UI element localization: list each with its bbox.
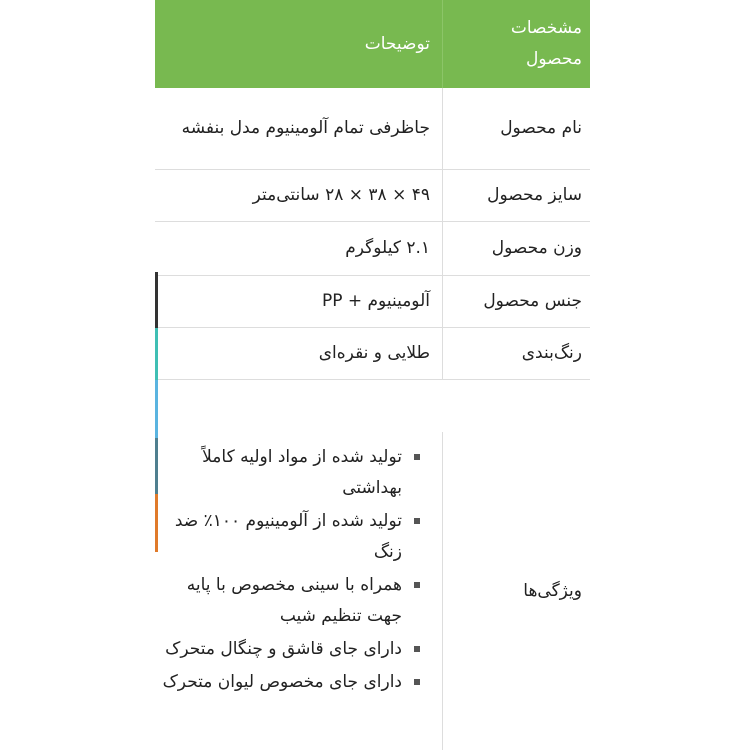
row-key: سایز محصول bbox=[442, 170, 590, 221]
table-header bbox=[155, 0, 590, 88]
bullet-icon bbox=[414, 646, 420, 652]
list-item: دارای جای مخصوص لیوان متحرک bbox=[159, 667, 430, 698]
edge-strip-orange bbox=[155, 494, 158, 552]
table-row-weight bbox=[155, 222, 590, 276]
row-key: جنس محصول bbox=[442, 276, 590, 327]
list-item: تولید شده از مواد اولیه کاملاً بهداشتی bbox=[159, 442, 430, 504]
row-value: ۴۹ × ۳۸ × ۲۸ سانتی‌متر bbox=[252, 185, 430, 205]
row-key: رنگ‌بندی bbox=[442, 328, 590, 379]
list-item: همراه با سینی مخصوص با پایه جهت تنظیم شیب bbox=[159, 570, 430, 632]
header-desc-label: توضیحات bbox=[364, 33, 430, 54]
features-list bbox=[159, 442, 430, 700]
row-key: ویژگی‌ها bbox=[442, 432, 590, 750]
bullet-icon bbox=[414, 518, 420, 524]
bullet-icon bbox=[414, 679, 420, 685]
table-row-material bbox=[155, 276, 590, 328]
row-value: ۲.۱ کیلوگرم bbox=[345, 238, 430, 258]
table-row-colors bbox=[155, 328, 590, 380]
header-spec-label: مشخصات محصول bbox=[442, 0, 590, 88]
row-value: طلایی و نقره‌ای bbox=[318, 343, 430, 363]
table-row-size bbox=[155, 170, 590, 222]
edge-strip-teal bbox=[155, 328, 158, 380]
list-item: تولید شده از آلومینیوم ۱۰۰٪ ضد زنگ bbox=[159, 506, 430, 568]
row-value: جاظرفی تمام آلومینیوم مدل بنفشه bbox=[181, 118, 430, 138]
row-value bbox=[155, 380, 442, 750]
table-row-name bbox=[155, 88, 590, 170]
edge-strip-slate bbox=[155, 438, 158, 494]
list-item: دارای جای قاشق و چنگال متحرک bbox=[159, 634, 430, 665]
row-value: آلومینیوم + PP bbox=[321, 291, 430, 311]
row-key: وزن محصول bbox=[442, 222, 590, 275]
bullet-icon bbox=[414, 582, 420, 588]
edge-strip-blue bbox=[155, 380, 158, 438]
bullet-icon bbox=[414, 454, 420, 460]
table-row-features bbox=[155, 380, 590, 750]
row-key: نام محصول bbox=[442, 88, 590, 169]
edge-strip-dark bbox=[155, 272, 158, 328]
